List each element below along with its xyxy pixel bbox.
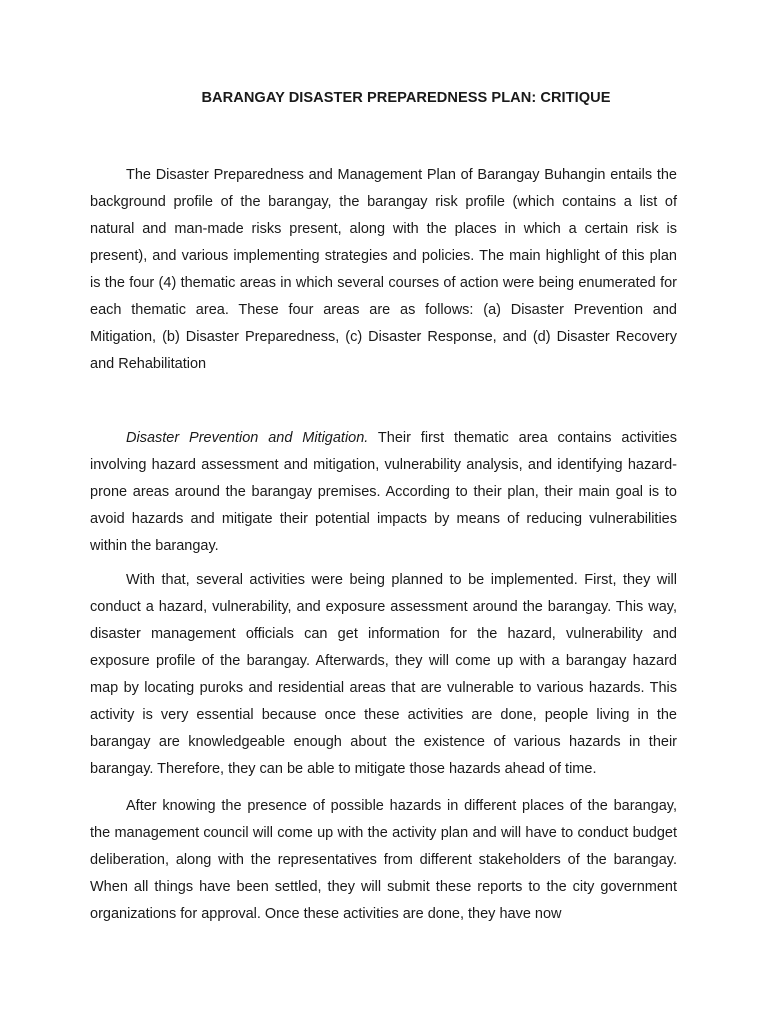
paragraph-text: The Disaster Preparedness and Management Plan of Barangay Buhangin entails the background profile of the barangay, the barangay risk profile (which contains a list of natural and man-made risks present, along with the places in which a certain risk is present), and various implementing strategies and policies. The main highlight of this plan is the four (4) thematic areas in which several courses of action were being enumerated for each thematic area. These four areas are as follows: (a) Disaster Prevention and Mitigation, (b) Disaster Preparedness, (c) Disaster Response, and (d) Disaster Recovery and Rehabilitation [90, 167, 677, 372]
paragraph-text: After knowing the presence of possible hazards in different places of the barangay, the management council will come up with the activity plan and will have to conduct budget deliberation, along with the representatives from different stakeholders of the barangay. When all things have been settled, they will submit these reports to the city government organizations for approval. Once these activities are done, they have now [90, 798, 677, 922]
paragraph-text: With that, several activities were being planned to be implemented. First, they will conduct a hazard, vulnerability, and exposure assessment around the barangay. This way, disaster management officials can get information for the hazard, vulnerability and exposure profile of the barangay. Afterwards, they will come up with a barangay hazard map by locating puroks and residential areas that are vulnerable to various hazards. This activity is very essential because once these activities are done, people living in the barangay are knowledgeable enough about the existence of various hazards in their barangay. Therefore, they can be able to mitigate those hazards ahead of time. [90, 572, 677, 777]
paragraph-planned-activities [90, 567, 677, 783]
paragraph-text: Their first thematic area contains activities involving hazard assessment and mitigation, vulnerability analysis, and identifying hazard-prone areas around the barangay premises. According to their plan, their main goal is to avoid hazards and mitigate their potential impacts by means of reducing vulnerabilities within the barangay. [90, 430, 677, 554]
paragraph-activity-plan [90, 793, 677, 928]
paragraph-prevention-mitigation [90, 425, 677, 560]
page-title: BARANGAY DISASTER PREPAREDNESS PLAN: CRITIQUE [201, 90, 611, 106]
section-lead-heading: Disaster Prevention and Mitigation. [126, 430, 369, 446]
paragraph-intro [90, 162, 677, 378]
